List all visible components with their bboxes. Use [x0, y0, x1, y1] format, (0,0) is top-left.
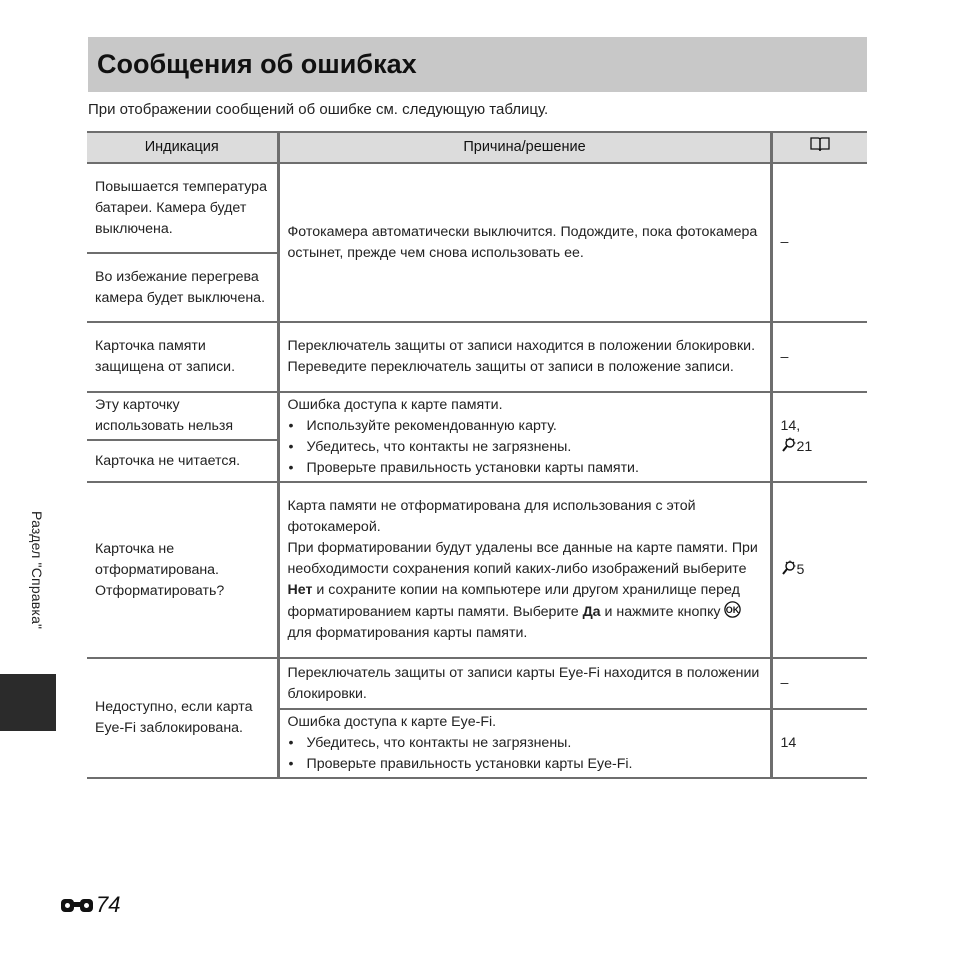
list-item: • Убедитесь, что контакты не загрязнены.	[288, 733, 762, 754]
cause-intro: Ошибка доступа к карте Eye-Fi.	[287, 714, 497, 730]
reference-section: 21	[781, 437, 860, 458]
indication-cell: Недоступно, если карта Eye-Fi заблокирована.	[87, 658, 278, 778]
reference-cell	[771, 392, 867, 482]
binoculars-icon	[60, 895, 94, 915]
table-row	[87, 658, 867, 709]
list-item: • Проверьте правильность установки карты памяти.	[288, 458, 762, 479]
reference-cell: –	[771, 658, 867, 709]
cause-cell	[278, 482, 771, 658]
indication-cell: Карточка не отформатирована. Отформатировать?	[87, 482, 278, 658]
cause-cell: Фотокамера автоматически выключится. Подождите, пока фотокамера остынет, прежде чем снова использовать ее.	[278, 163, 771, 322]
reference-section-icon	[781, 560, 797, 576]
option-no: Нет	[287, 582, 313, 598]
list-item: • Используйте рекомендованную карту.	[288, 416, 762, 437]
indication-cell: Эту карточку использовать нельзя	[87, 392, 278, 440]
reference-cell: 14	[771, 709, 867, 778]
book-icon	[809, 136, 831, 152]
section-tab	[0, 674, 56, 731]
reference-cell: –	[771, 163, 867, 322]
reference-page: 14,	[780, 418, 801, 434]
reference-section-icon	[781, 437, 797, 453]
error-table	[87, 131, 867, 779]
table-row	[87, 392, 867, 440]
page-number: 74	[60, 892, 120, 918]
indication-cell: Во избежание перегрева камера будет выключена.	[87, 253, 278, 322]
indication-cell: Карточка памяти защищена от записи.	[87, 322, 278, 392]
list-item: • Убедитесь, что контакты не загрязнены.	[288, 437, 762, 458]
bullet-list	[288, 416, 762, 479]
cause-cell	[278, 709, 771, 778]
indication-cell: Повышается температура батареи. Камера будет выключена.	[87, 163, 278, 253]
reference-cell: 5	[771, 482, 867, 658]
cause-cell: Переключатель защиты от записи карты Eye-Fi находится в положении блокировки.	[278, 658, 771, 709]
indication-cell: Карточка не читается.	[87, 440, 278, 482]
page-title: Сообщения об ошибках	[97, 49, 417, 79]
option-yes: Да	[582, 604, 601, 620]
cause-cell	[278, 392, 771, 482]
cause-intro: Ошибка доступа к карте памяти.	[287, 397, 503, 413]
title-bar	[88, 37, 867, 92]
cause-paragraph: Карта памяти не отформатирована для использования с этой фотокамерой.	[287, 498, 696, 535]
intro-text: При отображении сообщений об ошибке см. следующую таблицу.	[88, 101, 549, 118]
table-row	[87, 322, 867, 392]
reference-cell: –	[771, 322, 867, 392]
header-indication: Индикация	[87, 132, 278, 163]
cause-paragraph: При форматировании будут удалены все данные на карте памяти. При необходимости сохранения копий каких-либо изображений выберите Нет и сохраните копии на компьютере или другом хранилище перед форматированием карты памяти. Выберите Да и нажмите кнопку OK для форматирования карты памяти.	[287, 540, 758, 641]
cause-cell: Переключатель защиты от записи находится в положении блокировки. Переведите переключатель защиты от записи в положение записи.	[278, 322, 771, 392]
svg-text:OK: OK	[726, 604, 740, 615]
ok-button-icon	[724, 601, 741, 618]
section-label: Раздел "Справка"	[29, 511, 45, 630]
table-row	[87, 163, 867, 253]
header-cause: Причина/решение	[278, 132, 771, 163]
table-header-row	[87, 132, 867, 163]
header-reference	[771, 132, 867, 163]
bullet-list	[288, 733, 762, 775]
table-row	[87, 482, 867, 658]
list-item: • Проверьте правильность установки карты Eye-Fi.	[288, 754, 762, 775]
